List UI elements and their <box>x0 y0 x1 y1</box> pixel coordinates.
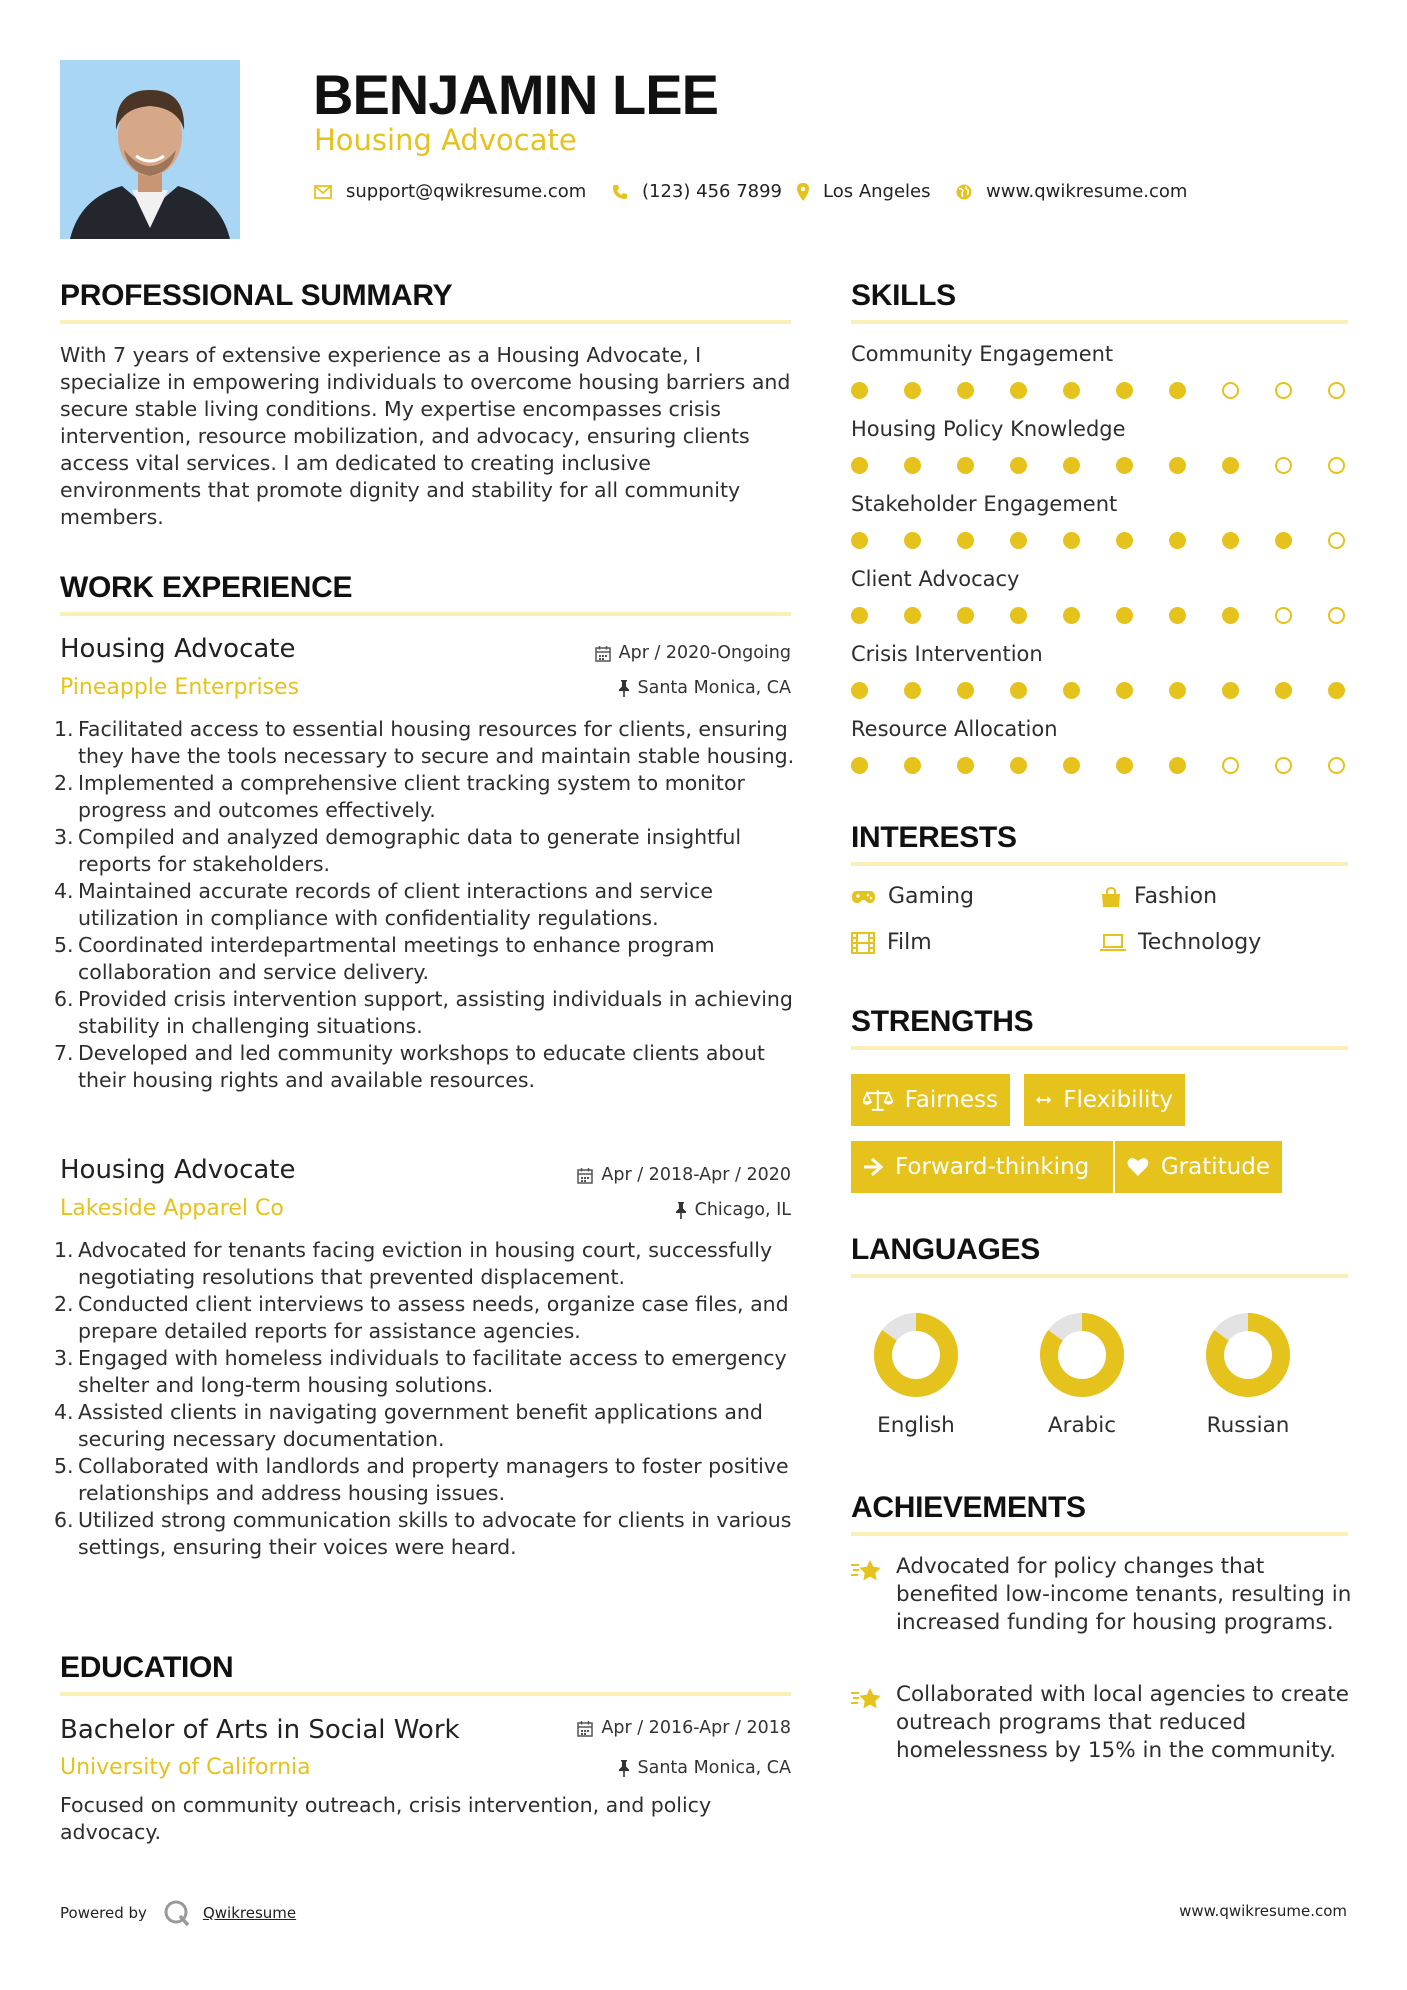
job-location: Santa Monica, CA <box>618 676 792 700</box>
calendar-icon <box>577 1720 593 1737</box>
location-text: Los Angeles <box>823 181 931 202</box>
list-item: 1. Facilitated access to essential housing resources for clients, ensuring they have the tools necessary to secure and maintain stable housing. <box>54 717 795 768</box>
skill-row <box>851 715 1351 775</box>
achievement-text: Advocated for policy changes that benefited low-income tenants, resulting in increased funding for housing programs. <box>896 1554 1352 1635</box>
pushpin-icon <box>675 1201 687 1219</box>
company-name: Lakeside Apparel Co <box>60 1196 284 1221</box>
skill-dot-filled <box>1010 532 1027 549</box>
skill-dot-filled <box>851 607 868 624</box>
skill-dot-empty <box>1328 457 1345 474</box>
skill-row <box>851 565 1351 625</box>
education-description: Focused on community outreach, crisis intervention, and policy advocacy. <box>60 1793 712 1844</box>
skill-dot-filled <box>851 382 868 399</box>
job-dates: Apr / 2018-Apr / 2020 <box>577 1163 791 1187</box>
skill-dot-filled <box>1010 757 1027 774</box>
skill-name: Stakeholder Engagement <box>851 492 1118 516</box>
language-item <box>851 1300 981 1450</box>
list-item: 5. Coordinated interdepartmental meetings to enhance program collaboration and service delivery. <box>54 933 715 984</box>
skill-dot-filled <box>851 457 868 474</box>
education-heading: EDUCATION <box>60 1651 234 1684</box>
language-item <box>1017 1300 1147 1450</box>
skill-dot-filled <box>851 532 868 549</box>
skill-dot-filled <box>1169 607 1186 624</box>
skill-name: Crisis Intervention <box>851 642 1043 666</box>
candidate-title: Housing Advocate <box>314 123 577 157</box>
heart-icon <box>1127 1157 1149 1177</box>
skill-dot-filled <box>1275 532 1292 549</box>
list-item: 3. Engaged with homeless individuals to facilitate access to emergency shelter and long-term housing solutions. <box>54 1346 787 1397</box>
strength-badge-fairness: Fairness <box>851 1074 1010 1126</box>
skill-dot-filled <box>1169 532 1186 549</box>
list-item: 5. Collaborated with landlords and property managers to foster positive relationships and address housing issues. <box>54 1454 789 1505</box>
skill-dot-filled <box>904 532 921 549</box>
contact-website[interactable] <box>956 178 1187 206</box>
skill-dot-empty <box>1328 607 1345 624</box>
pushpin-icon <box>618 679 630 697</box>
calendar-icon <box>595 645 611 662</box>
job-duties-list <box>54 716 795 1094</box>
skill-dot-filled <box>957 682 974 699</box>
job-title: Housing Advocate <box>60 1155 296 1185</box>
skill-dot-empty <box>1328 532 1345 549</box>
strengths-divider <box>851 1046 1348 1050</box>
phone-icon <box>612 184 628 200</box>
skill-dot-filled <box>957 532 974 549</box>
skill-dot-filled <box>1010 607 1027 624</box>
skill-dot-filled <box>851 682 868 699</box>
degree-title: Bachelor of Arts in Social Work <box>60 1715 460 1745</box>
skill-dot-filled <box>1063 532 1080 549</box>
skill-dot-filled <box>904 457 921 474</box>
envelope-icon <box>314 185 332 199</box>
achievements-divider <box>851 1532 1348 1536</box>
list-item: 2. Implemented a comprehensive client tracking system to monitor progress and outcomes effectively. <box>54 771 745 822</box>
skill-dot-empty <box>1222 382 1239 399</box>
interest-item-gaming: Gaming <box>851 883 974 911</box>
gamepad-icon <box>851 890 876 904</box>
experience-heading: WORK EXPERIENCE <box>60 571 353 604</box>
skill-row <box>851 415 1351 475</box>
skill-dot-filled <box>1116 607 1133 624</box>
globe-icon <box>956 184 972 200</box>
languages-heading: LANGUAGES <box>851 1233 1040 1266</box>
skill-dot-filled <box>1328 682 1345 699</box>
strengths-heading: STRENGTHS <box>851 1005 1034 1038</box>
candidate-name: BENJAMIN LEE <box>313 63 718 126</box>
skill-row <box>851 640 1351 700</box>
skill-dot-filled <box>904 682 921 699</box>
skill-dot-filled <box>904 382 921 399</box>
skill-dot-filled <box>1063 682 1080 699</box>
skill-dot-filled <box>1116 532 1133 549</box>
summary-heading: PROFESSIONAL SUMMARY <box>60 279 453 312</box>
interests-heading: INTERESTS <box>851 821 1017 854</box>
company-name: Pineapple Enterprises <box>60 675 300 700</box>
list-item: 6. Utilized strong communication skills to advocate for clients in various settings, ensuring their voices were heard. <box>54 1508 792 1559</box>
skill-dot-filled <box>851 757 868 774</box>
powered-by-label: Powered by <box>60 1904 147 1922</box>
language-gauge <box>871 1310 961 1400</box>
website-text: www.qwikresume.com <box>986 181 1188 202</box>
skill-dot-empty <box>1328 382 1345 399</box>
job-dates: Apr / 2020-Ongoing <box>595 641 791 665</box>
languages-divider <box>851 1274 1348 1278</box>
skill-dot-filled <box>1116 382 1133 399</box>
achievements-heading: ACHIEVEMENTS <box>851 1491 1086 1524</box>
skill-row <box>851 490 1351 550</box>
language-item <box>1183 1300 1313 1450</box>
skill-dot-filled <box>1116 682 1133 699</box>
balance-scale-icon <box>863 1088 893 1112</box>
skill-dot-filled <box>1063 607 1080 624</box>
pushpin-icon <box>618 1759 630 1777</box>
phone-text: (123) 456 7899 <box>642 181 783 202</box>
education-divider <box>60 1692 791 1696</box>
skill-dot-filled <box>957 457 974 474</box>
school-name: University of California <box>60 1755 311 1780</box>
skill-dot-filled <box>957 607 974 624</box>
contact-location <box>797 178 931 206</box>
skill-dot-empty <box>1275 382 1292 399</box>
powered-by <box>60 1899 296 1927</box>
skill-dot-filled <box>1169 682 1186 699</box>
skill-dot-filled <box>1169 382 1186 399</box>
education-dates: Apr / 2016-Apr / 2018 <box>577 1716 791 1740</box>
strength-badge-forward-thinking: Forward-thinking <box>851 1141 1113 1193</box>
skill-name: Client Advocacy <box>851 567 1020 591</box>
skill-name: Housing Policy Knowledge <box>851 417 1126 441</box>
language-gauge <box>1037 1310 1127 1400</box>
skill-dot-filled <box>1063 382 1080 399</box>
profile-photo <box>60 60 240 239</box>
skill-dot-empty <box>1275 607 1292 624</box>
skill-dot-empty <box>1275 457 1292 474</box>
skill-dot-empty <box>1275 757 1292 774</box>
brand-link[interactable]: Qwikresume <box>202 1904 297 1922</box>
footer-website[interactable]: www.qwikresume.com <box>1179 1902 1347 1920</box>
skill-dot-filled <box>904 607 921 624</box>
experience-divider <box>60 612 791 616</box>
skill-dot-filled <box>1063 757 1080 774</box>
strength-badge-gratitude: Gratitude <box>1115 1141 1282 1193</box>
list-item: 4. Maintained accurate records of client interactions and service utilization in compliance with confidentiality regulations. <box>54 879 713 930</box>
calendar-icon <box>577 1167 593 1184</box>
interests-divider <box>851 862 1348 866</box>
contact-phone[interactable] <box>612 178 782 206</box>
map-marker-icon <box>797 183 809 201</box>
education-location: Santa Monica, CA <box>618 1756 792 1780</box>
skill-dot-filled <box>957 757 974 774</box>
skill-dot-filled <box>1063 457 1080 474</box>
skills-list <box>851 340 1351 780</box>
star-icon <box>851 1559 883 1583</box>
strength-badge-flexibility: Flexibility <box>1024 1074 1185 1126</box>
job-title: Housing Advocate <box>60 634 296 664</box>
job-location: Chicago, IL <box>675 1198 791 1222</box>
skill-dot-filled <box>1010 457 1027 474</box>
skill-dot-filled <box>1222 457 1239 474</box>
achievement-text: Collaborated with local agencies to create outreach programs that reduced homelessness by 15% in the community. <box>896 1682 1350 1763</box>
list-item: 6. Provided crisis intervention support, assisting individuals in achieving stability in challenging situations. <box>54 987 793 1038</box>
skill-name: Resource Allocation <box>851 717 1058 741</box>
interest-item-fashion: Fashion <box>1100 883 1217 911</box>
qwikresume-logo-icon <box>163 1899 191 1927</box>
job-duties-list <box>54 1237 795 1561</box>
list-item: 2. Conducted client interviews to assess needs, organize case files, and prepare detailed reports for assistance agencies. <box>54 1292 789 1343</box>
language-gauge <box>1203 1310 1293 1400</box>
skill-dot-empty <box>1328 757 1345 774</box>
skill-dot-filled <box>1222 682 1239 699</box>
interest-item-film: Film <box>851 929 932 957</box>
skill-dot-filled <box>1010 382 1027 399</box>
skills-divider <box>851 320 1348 324</box>
list-item: 3. Compiled and analyzed demographic data to generate insightful reports for stakeholders. <box>54 825 742 876</box>
language-name: English <box>877 1413 955 1438</box>
laptop-icon <box>1100 934 1126 952</box>
skill-dot-filled <box>1169 457 1186 474</box>
skill-row <box>851 340 1351 400</box>
summary-text: With 7 years of extensive experience as a Housing Advocate, I specialize in empowering individuals to overcome housing barriers and secure stable living conditions. My expertise encompasses crisis intervention, resource mobilization, and advocacy, ensuring clients access vital services. I am dedicated to creating inclusive environments that promote dignity and stability for all community members. <box>60 343 791 529</box>
skill-dot-filled <box>1222 532 1239 549</box>
skill-dot-filled <box>1116 757 1133 774</box>
skill-dot-filled <box>957 382 974 399</box>
film-icon <box>851 932 875 954</box>
arrow-right-icon <box>863 1158 883 1176</box>
language-name: Russian <box>1206 1413 1290 1438</box>
list-item: 1. Advocated for tenants facing eviction in housing court, successfully negotiating resolutions that prevented displacement. <box>54 1238 773 1289</box>
contact-email[interactable] <box>314 178 586 206</box>
shopping-bag-icon <box>1100 886 1122 908</box>
skill-dot-filled <box>904 757 921 774</box>
skill-dot-empty <box>1222 757 1239 774</box>
interest-item-technology: Technology <box>1100 929 1261 957</box>
arrows-horizontal-icon <box>1036 1093 1051 1107</box>
summary-divider <box>60 320 791 324</box>
list-item: 4. Assisted clients in navigating government benefit applications and securing necessary documentation. <box>54 1400 763 1451</box>
language-name: Arabic <box>1047 1413 1117 1438</box>
skill-dot-filled <box>1010 682 1027 699</box>
skills-heading: SKILLS <box>851 279 956 312</box>
skill-dot-filled <box>1275 682 1292 699</box>
skill-dot-filled <box>1116 457 1133 474</box>
skill-dot-filled <box>1222 607 1239 624</box>
languages-list <box>851 1300 1351 1450</box>
skill-name: Community Engagement <box>851 342 1114 366</box>
star-icon <box>851 1687 883 1711</box>
email-text: support@qwikresume.com <box>346 181 587 202</box>
skill-dot-filled <box>1169 757 1186 774</box>
list-item: 7. Developed and led community workshops to educate clients about their housing rights and available resources. <box>54 1041 765 1092</box>
